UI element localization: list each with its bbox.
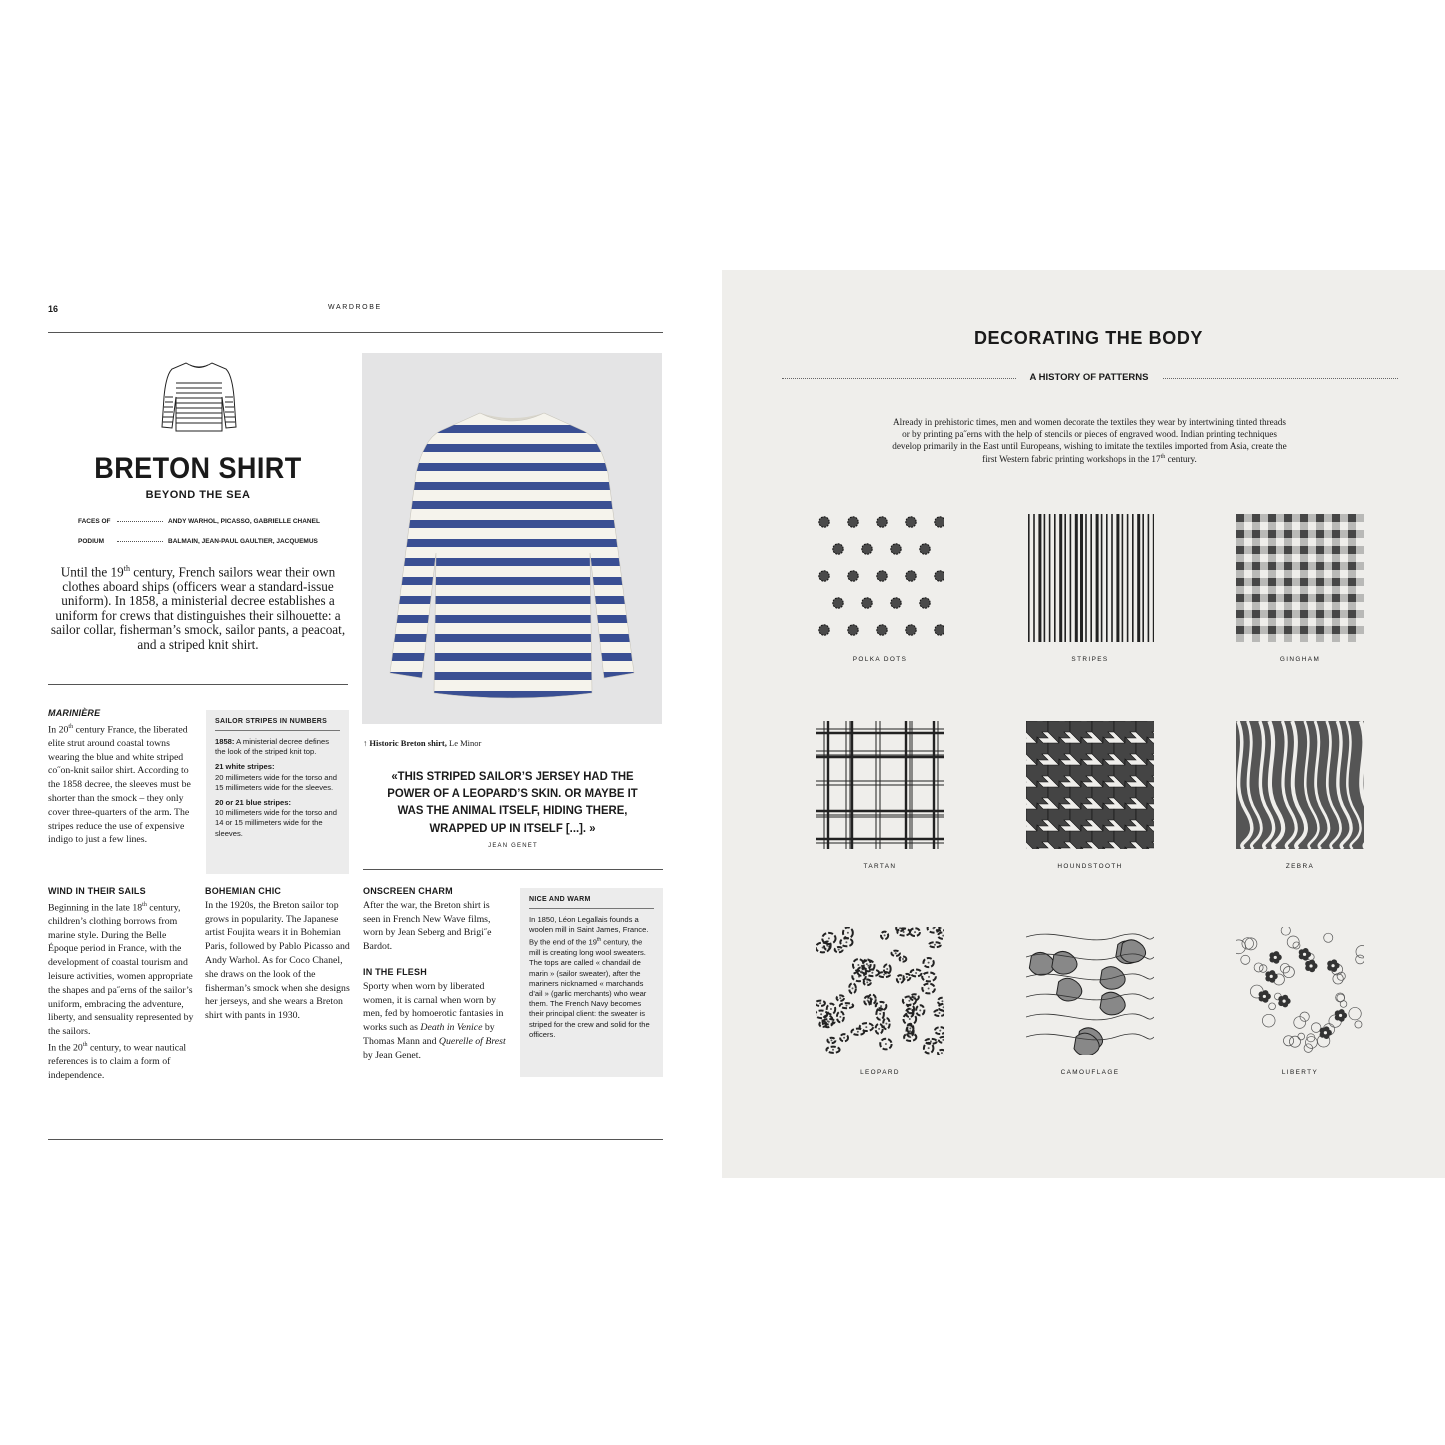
- section-text: Beginning in the late 18th century, children’s clothing borrows from marine style. During the Belle Époque period in France, with the development of coastal tourism and leisure activities, women appropriate the shapes and pa˝erns of the sailor’s uniform, embracing the adventure, liberty, and sensuality represented by the sailors. In the 20th century, to wear nautical references is to claim a form of independence.: [48, 901, 194, 1081]
- pattern-label: POLKA DOTS: [852, 656, 908, 663]
- bottom-rule: [48, 1139, 663, 1140]
- article-subtitle: BEYOND THE SEA: [145, 489, 251, 501]
- gingham-swatch: [1236, 514, 1364, 642]
- section-text: In the 1920s, the Breton sailor top grows in popularity. The Japanese artist Foujita wears it in Bohemian Paris, followed by Pablo Picasso and Andy Warhol. As for Coco Chanel, she draws on the look of the fisherman’s smock when she designs her jerseys, and she wears a Breton shirt with pants in 1930.: [205, 899, 350, 1022]
- section-heading: IN THE FLESH: [363, 966, 427, 977]
- right-subtitle: A HISTORY OF PATTERNS: [1029, 372, 1149, 383]
- pattern-label: CAMOUFLAGE: [1060, 1069, 1120, 1076]
- shirt-photo: [362, 353, 662, 724]
- wind-section: [48, 885, 198, 1083]
- left-page: [0, 0, 722, 1445]
- dotted-rule-left: [782, 378, 1016, 379]
- pattern-label: STRIPES: [1071, 656, 1109, 663]
- pull-quote: «THIS STRIPED SAILOR’S JERSEY HAD THE POWER OF A LEOPARD’S SKIN. OR MAYBE IT WAS THE ANIMAL ITSELF, HIDING THERE, WRAPPED UP IN ITSELF [...]. »: [387, 769, 638, 835]
- sailor-stripes-box: [206, 710, 349, 874]
- section-heading: ONSCREEN CHARM: [363, 886, 453, 896]
- pattern-label: HOUNDSTOOTH: [1057, 863, 1123, 870]
- mariniere-section: [48, 707, 196, 847]
- breton-shirt-image: [362, 353, 662, 724]
- pattern-label: TARTAN: [863, 863, 897, 870]
- liberty-swatch: [1236, 927, 1364, 1055]
- quote-rule: [363, 869, 663, 870]
- right-title: DECORATING THE BODY: [973, 328, 1204, 348]
- meta-dots: [117, 541, 163, 542]
- box-heading: SAILOR STRIPES IN NUMBERS: [215, 718, 340, 731]
- camouflage-swatch: [1026, 927, 1154, 1055]
- box-body: 1858: A ministerial decree defines the look of the striped knit top. 21 white stripes: 20 millimeters wide for the torso and 15 millimeters wide for the sleeves. 20 or 21 blue stripes: 10 millimeters wide for the torso and 14 or 15 millimeters wide for the sleeves.: [215, 737, 337, 838]
- section-rule: [48, 684, 348, 685]
- houndstooth-swatch: [1026, 721, 1154, 849]
- meta-dots: [117, 521, 163, 522]
- page-number: 16: [48, 304, 59, 314]
- photo-caption: ↑ Historic Breton shirt, Le Minor: [363, 738, 482, 748]
- top-rule: [48, 332, 663, 333]
- section-heading: MARINIÈRE: [48, 708, 101, 718]
- dotted-rule-right: [1163, 378, 1398, 379]
- zebra-swatch: [1236, 721, 1364, 849]
- tartan-swatch: [816, 721, 944, 849]
- pattern-label: LIBERTY: [1281, 1069, 1319, 1076]
- bohemian-section: [205, 885, 350, 1023]
- onscreen-section: [363, 885, 508, 1063]
- nice-warm-box: [520, 888, 663, 1077]
- pattern-label: GINGHAM: [1279, 656, 1321, 663]
- shirt-drawing-icon: [160, 357, 238, 435]
- meta-value: ANDY WARHOL, PICASSO, GABRIELLE CHANEL: [168, 518, 320, 525]
- meta-value: BALMAIN, JEAN-PAUL GAULTIER, JACQUEMUS: [168, 538, 318, 545]
- meta-key: FACES OF: [78, 518, 111, 525]
- section-text: After the war, the Breton shirt is seen in French New Wave films, worn by Jean Seberg and Brigi˝e Bardot.: [363, 899, 492, 953]
- section-text: In 20th century France, the liberated elite strut around coastal towns wearing the blue and white striped co˝on-knit sailor shirt. According to the 1858 decree, the sleeves must be shorter than the smock – they only cover three-quarters of the arm. The stripes reduce the use of expensive indigo to just a few lines.: [48, 723, 191, 846]
- meta-podium: [78, 538, 338, 545]
- right-intro: Already in prehistoric times, men and women decorate the textiles they wear by intertwining tinted threads or by printing pa˝erns with the help of stencils or pieces of engraved wood. Indian printing techniques develop primarily in the East until Europeans, wishing to imitate the textiles imported from Asia, create the first Western fabric printing workshops in the 17th century.: [892, 417, 1287, 465]
- right-page: [722, 270, 1445, 1178]
- section-heading: BOHEMIAN CHIC: [205, 886, 282, 896]
- stripes-swatch: [1026, 514, 1154, 642]
- meta-key: PODIUM: [78, 538, 104, 545]
- lead-paragraph: Until the 19th century, French sailors wear their own clothes aboard ships (officers wear a standard-issue uniform). In 1858, a ministerial decree establishes a uniform for crews that distinguishes their silhouette: a sailor collar, fisherman’s smock, sailor pants, a peacoat, and a striped knit shirt.: [50, 564, 346, 652]
- section-heading: WIND IN THEIR SAILS: [48, 886, 146, 896]
- polka-dots-swatch: [816, 514, 944, 642]
- pattern-label: ZEBRA: [1285, 863, 1315, 870]
- meta-faces-of: [78, 518, 338, 525]
- section-text: Sporty when worn by liberated women, it is carnal when worn by men, fed by homoerotic fantasies in works such as Death in Venice by Thomas Mann and Querelle of Brest by Jean Genet.: [363, 980, 506, 1061]
- quote-author: JEAN GENET: [488, 843, 538, 849]
- article-title: BRETON SHIRT: [94, 452, 302, 485]
- leopard-swatch: [816, 927, 944, 1055]
- pattern-label: LEOPARD: [860, 1069, 900, 1076]
- running-head: WARDROBE: [328, 304, 382, 311]
- box-heading: NICE AND WARM: [529, 896, 654, 909]
- box-body: In 1850, Léon Legallais founds a woolen mill in Saint James, France. By the end of the 19th century, the mill is creating long wool sweaters. The tops are called « chandail de marin » (sailor sweater), after the mariners nicknamed « marchands d’ail » (garlic merchants) who wear them. The French Navy becomes their principal client: the sweater is striped for the crew and solid for the officers.: [529, 915, 650, 1039]
